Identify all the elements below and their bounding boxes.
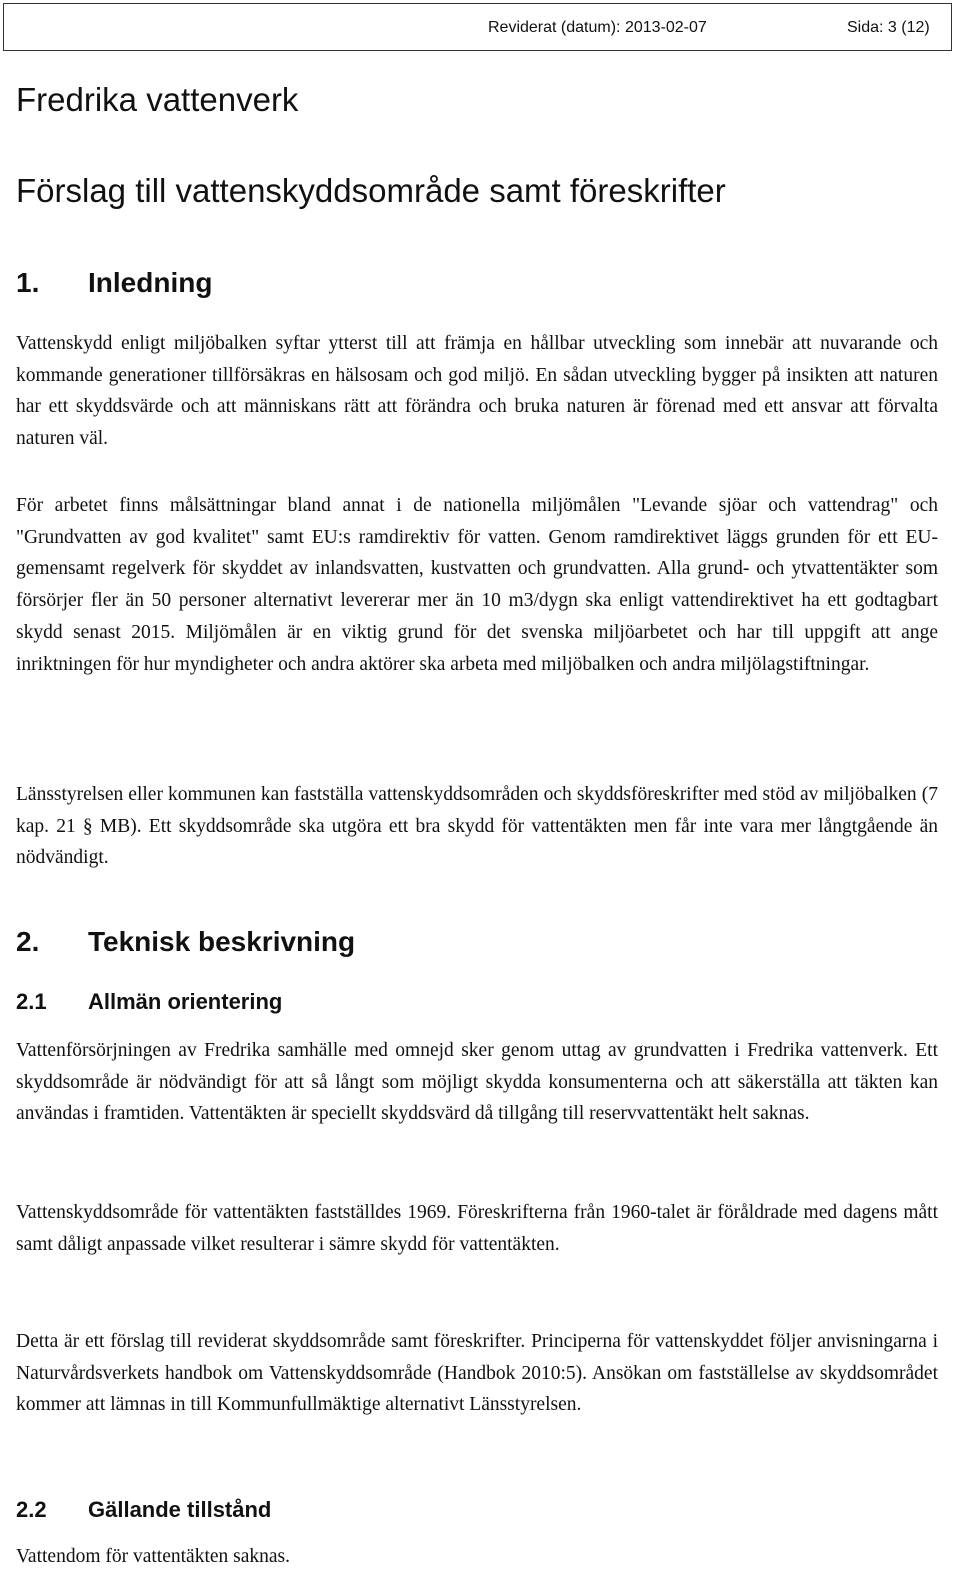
document-subtitle: Förslag till vattenskyddsområde samt föreskrifter [16, 172, 726, 209]
section-title: Inledning [88, 267, 213, 298]
section-1-paragraph-3: Länsstyrelsen eller kommunen kan fastställa vattenskyddsområden och skyddsföreskrifter med stöd av miljöbalken (7 kap. 21 § MB). Ett skyddsområde ska utgöra ett bra skydd för vattentäkten men får inte vara mer långtgående än nödvändigt. [16, 784, 938, 869]
section-title: Teknisk beskrivning [88, 926, 356, 957]
section-number: 1. [16, 267, 40, 298]
section-number: 2. [16, 926, 40, 957]
document-title: Fredrika vattenverk [16, 81, 299, 118]
section-number: 2.1 [16, 989, 47, 1014]
section-1-paragraph-1: Vattenskydd enligt miljöbalken syftar ytterst till att främja en hållbar utveckling som innebär att nuvarande och kommande generationer tillförsäkras en hälsosam och god miljö. En sådan utveckling bygger på insikten att naturen har ett skyddsvärde och att människans rätt att förändra och bruka naturen är förenad med ett ansvar att förvalta naturen väl. [16, 333, 938, 450]
section-2-1-paragraph-1: Vattenförsörjningen av Fredrika samhälle med omnejd sker genom uttag av grundvatten i Fredrika vattenverk. Ett skyddsområde är nödvändigt för att så långt som möjligt skydda konsumenterna och att säkerställa att täkten kan användas i framtiden. Vattentäkten är speciellt skyddsvärd då tillgång till reservvattentäkt helt saknas. [16, 1040, 938, 1125]
page-number: Sida: 3 (12) [847, 19, 930, 36]
section-1-heading [16, 266, 212, 300]
page-header [3, 3, 952, 51]
section-2-1-paragraph-2: Vattenskyddsområde för vattentäkten fastställdes 1969. Föreskrifterna från 1960-talet är föråldrade med dagens mått samt dåligt anpassade vilket resulterar i sämre skydd för vattentäkten. [16, 1202, 938, 1255]
section-2-2-paragraph-1: Vattendom för vattentäkten saknas. [16, 1546, 290, 1567]
revision-date: Reviderat (datum): 2013-02-07 [488, 19, 707, 36]
section-title: Allmän orientering [88, 989, 283, 1014]
section-2-1-heading [16, 988, 282, 1016]
section-2-2-heading [16, 1496, 271, 1524]
section-2-1-paragraph-3: Detta är ett förslag till reviderat skyddsområde samt föreskrifter. Principerna för vattenskyddet följer anvisningarna i Naturvårdsverkets handbok om Vattenskyddsområde (Handbok 2010:5). Ansökan om fastställelse av skyddsområdet kommer att lämnas in till Kommunfullmäktige alternativt Länsstyrelsen. [16, 1331, 938, 1416]
section-1-paragraph-2: För arbetet finns målsättningar bland annat i de nationella miljömålen "Levande sjöar och vattendrag" och "Grundvatten av god kvalitet" samt EU:s ramdirektiv för vatten. Genom ramdirektivet läggs grunden för ett EU-gemensamt regelverk för skyddet av inlandsvatten, kustvatten och grundvatten. Alla grund- och ytvattentäkter som försörjer fler än 50 personer alternativt levererar mer än 10 m3/dygn ska enligt vattendirektivet ha ett godtagbart skydd senast 2015. Miljömålen är en viktig grund för det svenska miljöarbetet och har till uppgift att ange inriktningen för hur myndigheter och andra aktörer ska arbeta med miljöbalken och andra miljölagstiftningar. [16, 495, 938, 675]
section-number: 2.2 [16, 1497, 47, 1522]
section-2-heading [16, 925, 355, 959]
section-title: Gällande tillstånd [88, 1497, 272, 1522]
